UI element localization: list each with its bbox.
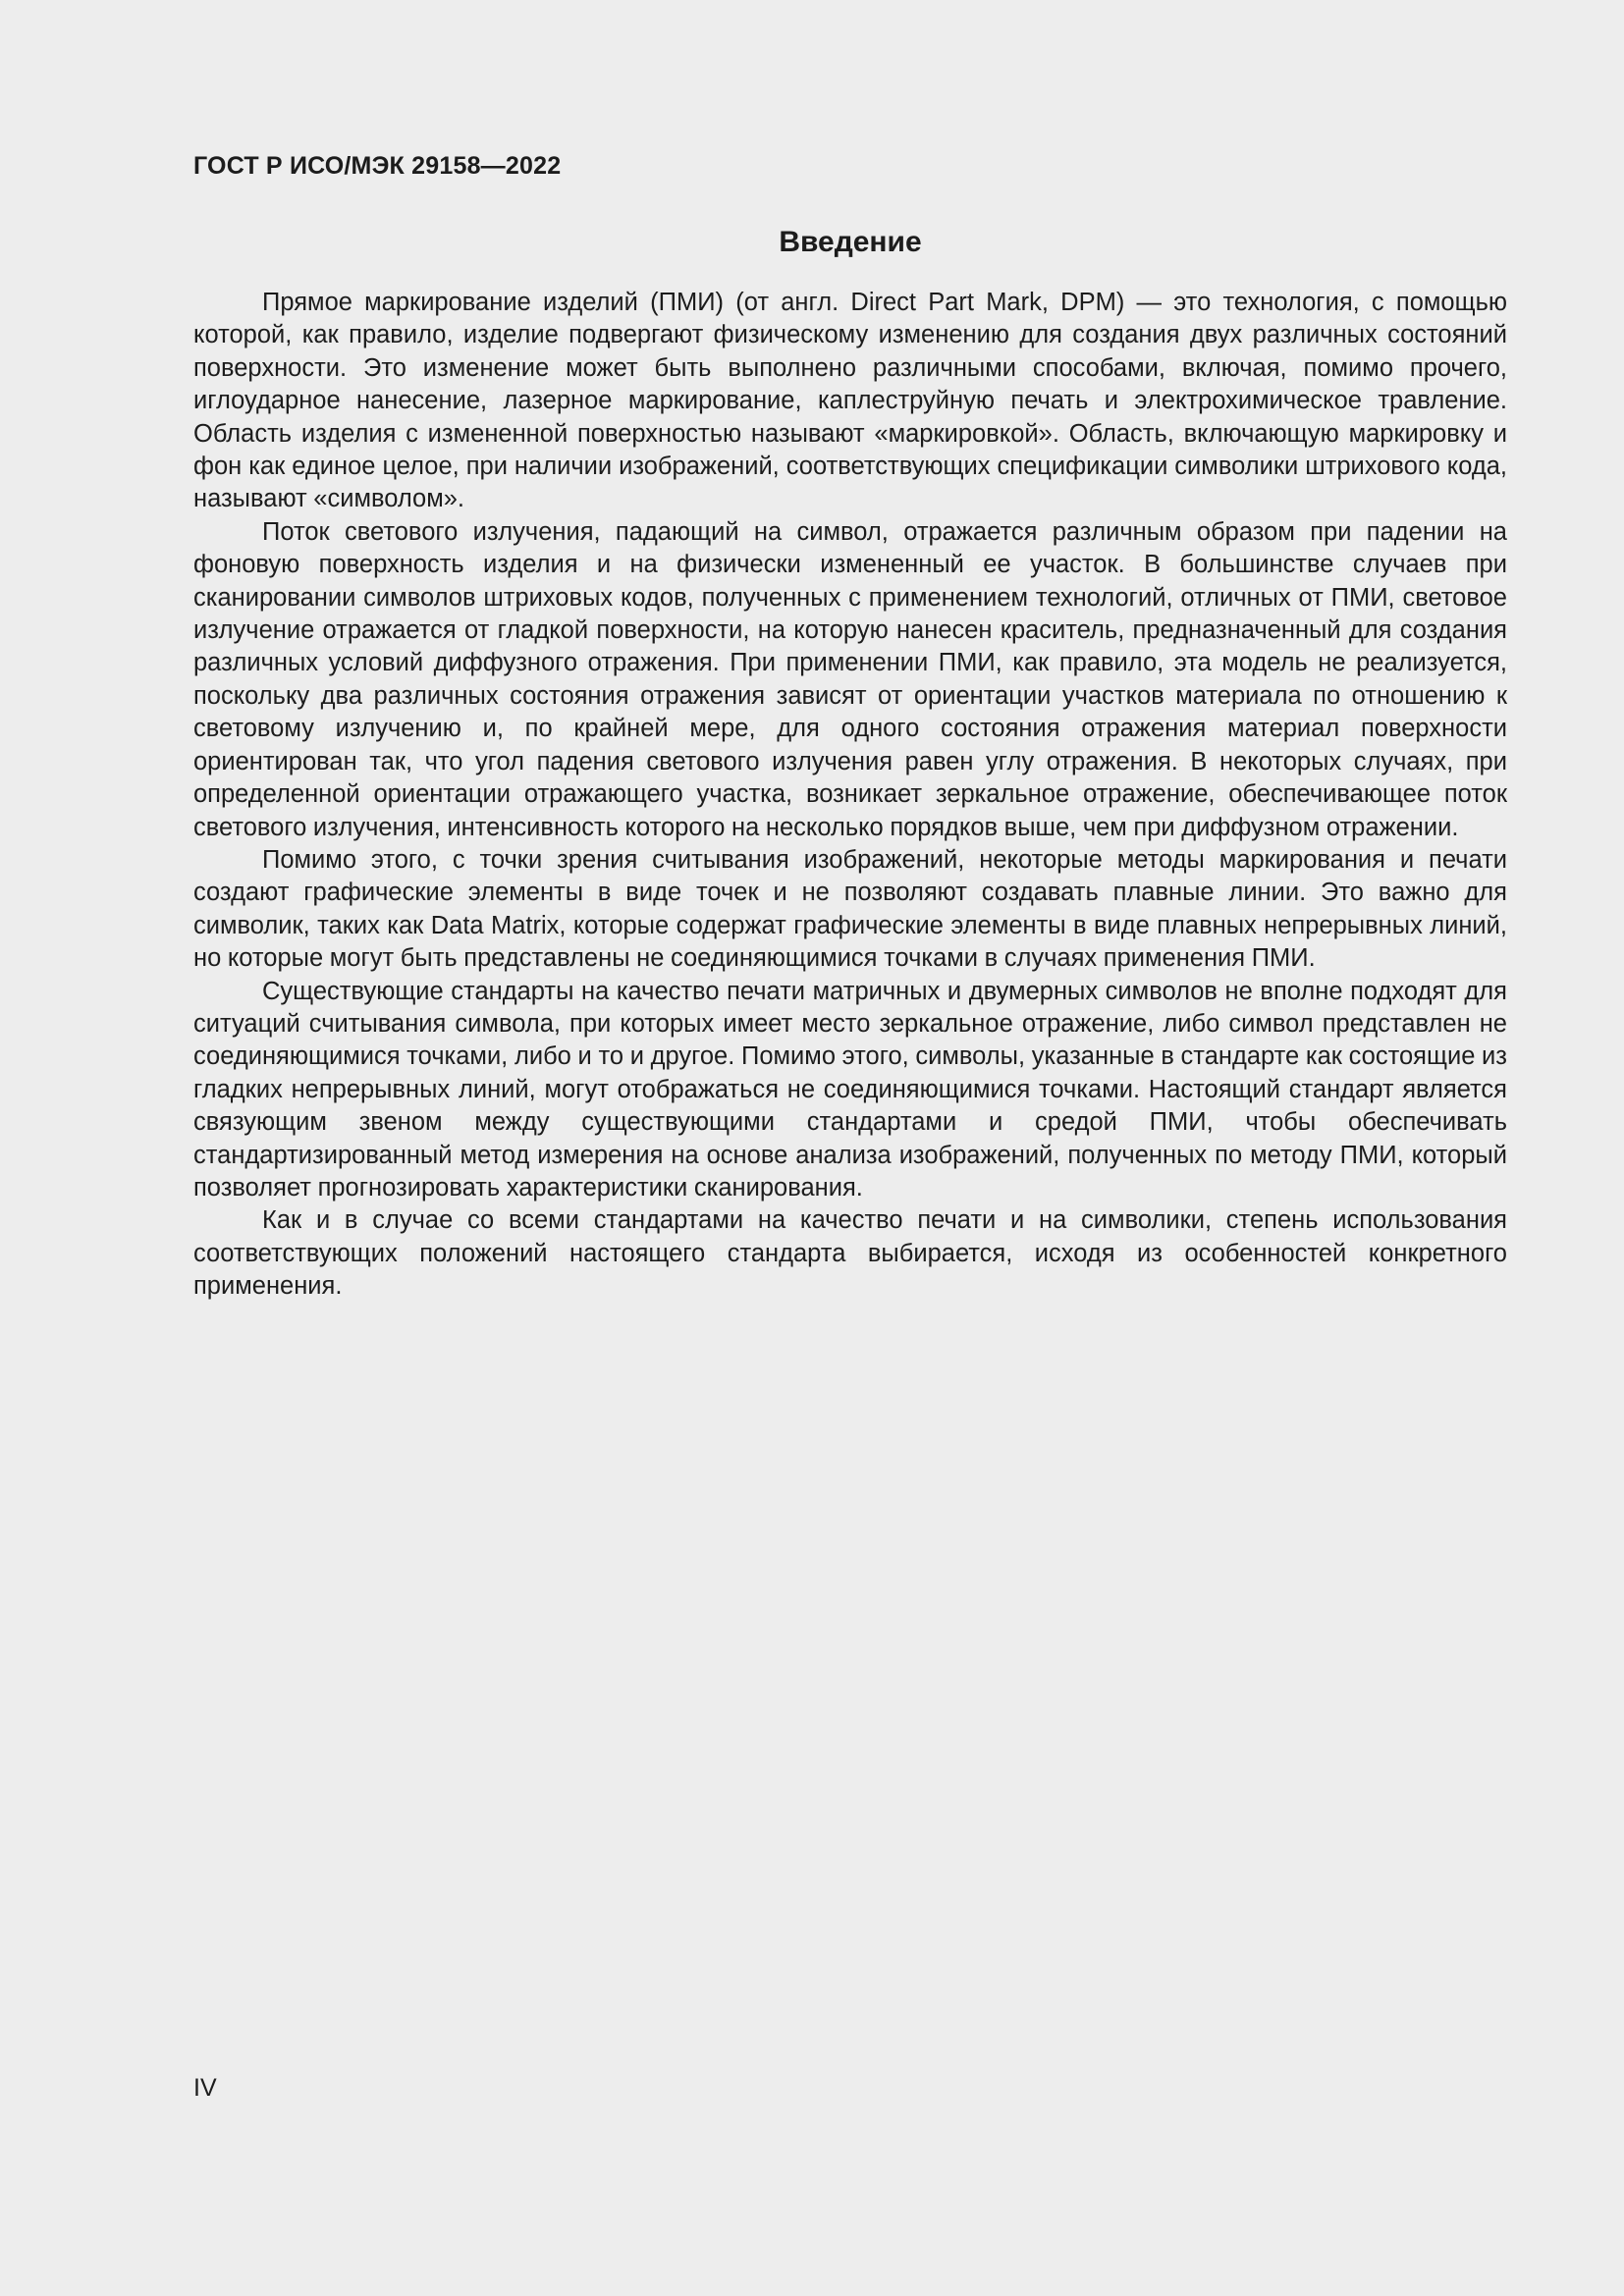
body-text bbox=[193, 287, 1507, 1304]
paragraph: Помимо этого, с точки зрения считывания изображений, некоторые методы маркирования и печати создают графические элементы в виде точек и не позволяют создавать плавные линии. Это важно для символик, таких как Data Matrix, которые содержат графические элементы в виде плавных непрерывных линий, но которые могут быть представлены не соединяющимися точками в случаях применения ПМИ. bbox=[193, 845, 1507, 973]
document-header-standard-id: ГОСТ Р ИСО/МЭК 29158—2022 bbox=[193, 152, 562, 180]
page-number: IV bbox=[193, 2074, 217, 2102]
paragraph: Прямое маркирование изделий (ПМИ) (от англ. Direct Part Mark, DPM) — это технология, с помощью которой, как правило, изделие подвергают физическому изменению для создания двух различных состояний поверхности. Это изменение может быть выполнено различными способами, включая, помимо прочего, иглоударное нанесение, лазерное маркирование, каплеструйную печать и электрохимическое травление. Область изделия с измененной поверхностью называют «маркировкой». Область, включающую маркировку и фон как единое целое, при наличии изображений, соответствующих спецификации символики штрихового кода, называют «символом». bbox=[193, 289, 1507, 513]
paragraph: Как и в случае со всеми стандартами на качество печати и на символики, степень использования соответствующих положений настоящего стандарта выбирается, исходя из особенностей конкретного применения. bbox=[193, 1206, 1507, 1301]
section-title: Введение bbox=[779, 226, 922, 258]
paragraph: Поток светового излучения, падающий на символ, отражается различным образом при падении на фоновую поверхность изделия и на физически измененный ее участок. В большинстве случаев при сканировании символов штриховых кодов, полученных с применением технологий, отличных от ПМИ, световое излучение отражается от гладкой поверхности, на которую нанесен краситель, предназначенный для создания различных условий диффузного отражения. При применении ПМИ, как правило, эта модель не реализуется, поскольку два различных состояния отражения зависят от ориентации участков материала по отношению к световому излучению и, по крайней мере, для одного состояния отражения материал поверхности ориентирован так, что угол падения светового излучения равен углу отражения. В некоторых случаях, при определенной ориентации отражающего участка, возникает зеркальное отражение, обеспечивающее поток светового излучения, интенсивность которого на несколько порядков выше, чем при диффузном отражении. bbox=[193, 517, 1507, 841]
paragraph: Существующие стандарты на качество печати матричных и двумерных символов не вполне подходят для ситуаций считывания символа, при которых имеет место зеркальное отражение, либо символ представлен не соединяющимися точками, либо и то и другое. Помимо этого, символы, указанные в стандарте как состоящие из гладких непрерывных линий, могут отображаться не соединяющимися точками. Настоящий стандарт является связующим звеном между существующими стандартами и средой ПМИ, чтобы обеспечивать стандартизированный метод измерения на основе анализа изображений, полученных по методу ПМИ, который позволяет прогнозировать характеристики сканирования. bbox=[193, 977, 1507, 1201]
